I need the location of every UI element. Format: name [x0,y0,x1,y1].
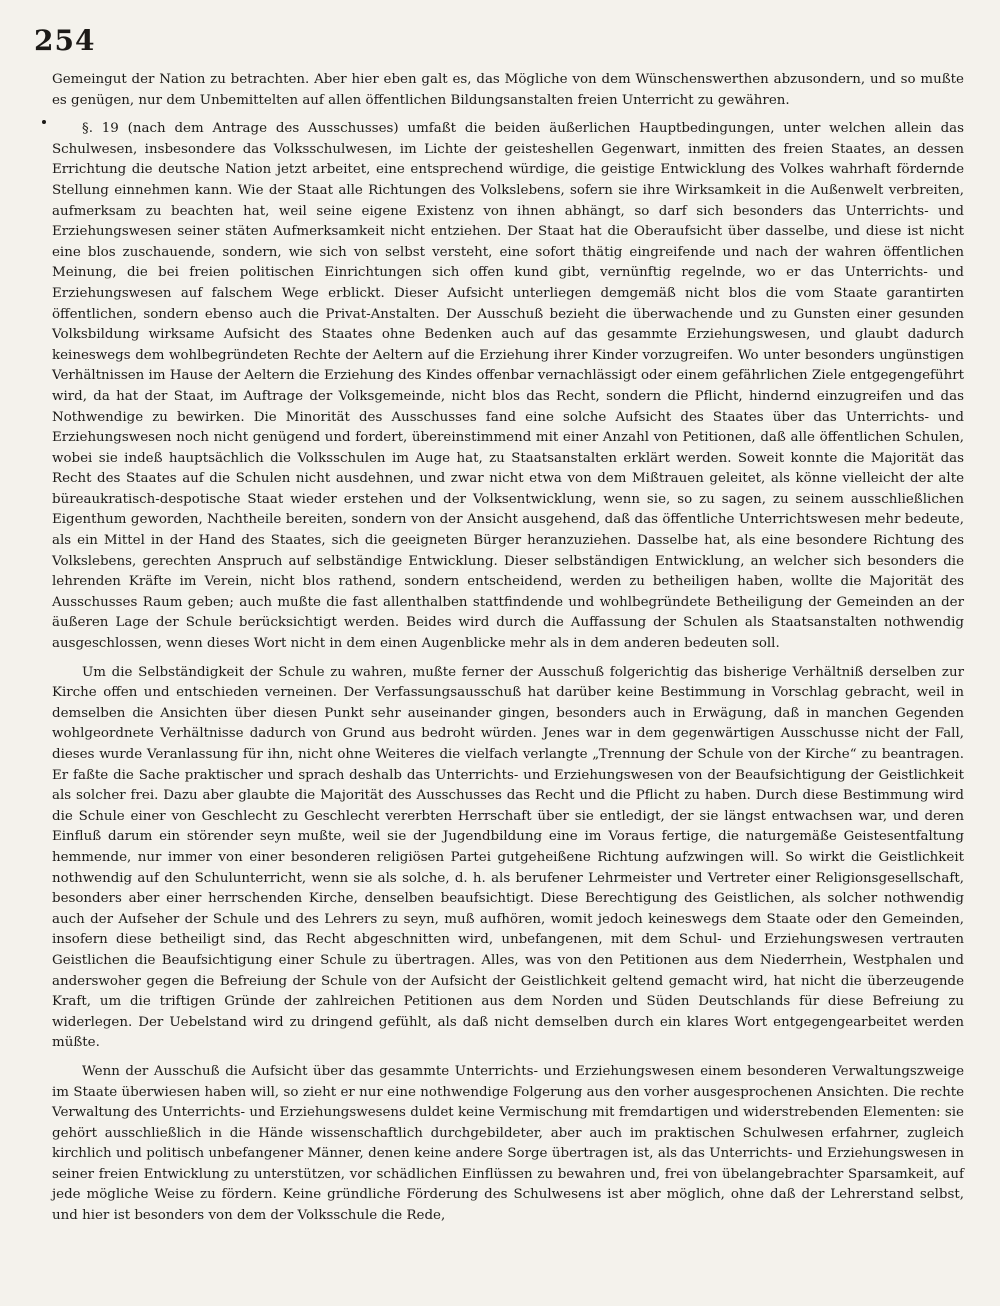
paragraph: Wenn der Ausschuß die Aufsicht über das gesammte Unterrichts- und Erziehungswesen einem besonderen Verwaltungszweige im Staate überwiesen haben will, so zieht er nur eine nothwendige Folgerung aus den vorher ausgesprochenen Ansichten. Die rechte Verwaltung des Unterrichts- und Erziehungswesens duldet keine Vermischung mit fremdartigen und widerstrebenden Elementen: sie gehört ausschließlich in die Hände wissenschaftlich durchgebildeter, aber auch im praktischen Schulwesen erfahrner, zugleich kirchlich und politisch unbefangener Männer, denen keine andere Sorge übertragen ist, als das Unterrichts- und Erziehungswesen in seiner freien Entwicklung zu unterstützen, vor schädlichen Einflüssen zu bewahren und, frei von übelangebrachter Sparsamkeit, auf jede mögliche Weise zu fördern. Keine gründliche Förderung des Schulwesens ist aber möglich, ohne daß der Lehrerstand selbst, und hier ist besonders von dem der Volksschule die Rede, [52,1063,964,1224]
paragraph: Um die Selbständigkeit der Schule zu wahren, mußte ferner der Ausschuß folgerichtig das bisherige Verhältniß derselben zur Kirche offen und entschieden verneinen. Der Verfassungsausschuß hat darüber keine Bestimmung in Vorschlag gebracht, weil in demselben die Ansichten über diesen Punkt sehr auseinander gingen, besonders auch in Erwägung, daß in manchen Gegenden wohlgeordnete Verhältnisse dadurch von Grund aus bedroht würden. Jenes war in dem gegenwärtigen Ausschusse nicht der Fall, dieses wurde Veranlassung für ihn, nicht ohne Weiteres die vielfach verlangte „Trennung der Schule von der Kirche“ zu beantragen. Er faßte die Sache praktischer und sprach deshalb das Unterrichts- und Erziehungswesen von der Beaufsichtigung der Geistlichkeit als solcher frei. Dazu aber glaubte die Majorität des Ausschusses das Recht und die Pflicht zu haben. Durch diese Bestimmung wird die Schule einer von Geschlecht zu Geschlecht vererbten Herrschaft über sie entledigt, der sie längst entwachsen war, und deren Einfluß darum ein störender seyn mußte, weil sie der Jugendbildung eine im Voraus fertige, die naturgemäße Geistesentfaltung hemmende, nur immer von einer besonderen religiösen Partei gutgeheißene Richtung aufzwingen will. So wirkt die Geistlichkeit nothwendig auf den Schulunterricht, wenn sie als solche, d. h. als berufener Lehrmeister und Vertreter einer Religionsgesellschaft, besonders aber einer herrschenden Kirche, denselben beaufsichtigt. Diese Berechtigung des Geistlichen, als solcher nothwendig auch der Aufseher der Schule und des Lehrers zu seyn, muß aufhören, womit jedoch keineswegs dem Staate oder den Gemeinden, insofern diese betheiligt sind, das Recht abgeschnitten wird, unbefangenen, mit dem Schul- und Erziehungswesen vertrauten Geistlichen die Beaufsichtigung einer Schule zu übertragen. Alles, was von den Petitionen aus dem Niederrhein, Westphalen und anderswoher gegen die Befreiung der Schule von der Aufsicht der Geistlichkeit geltend gemacht wird, hat nicht die überzeugende Kraft, um die triftigen Gründe der zahlreichen Petitionen aus dem Norden und Süden Deutschlands für diese Befreiung zu widerlegen. Der Uebelstand wird zu dringend gefühlt, als daß nicht demselben durch ein klares Wort entgegengearbeitet werden müßte. [52,664,964,1051]
page-number: 254 [34,24,96,57]
paragraph: §. 19 (nach dem Antrage des Ausschusses) umfaßt die beiden äußerlichen Hauptbedingungen, unter welchen allein das Schulwesen, insbesondere das Volksschulwesen, im Lichte der geisteshellen Gegenwart, inmitten des freien Staates, an dessen Errichtung die deutsche Nation jetzt arbeitet, eine entsprechend würdige, die geistige Entwicklung des Volkes wahrhaft fördernde Stellung einnehmen kann. Wie der Staat alle Richtungen des Volkslebens, sofern sie ihre Wirksamkeit in die Außenwelt verbreiten, aufmerksam zu beachten hat, weil seine eigene Existenz von ihnen abhängt, so darf sich besonders das Unterrichts- und Erziehungswesen seiner stäten Aufmerksamkeit nicht entziehen. Der Staat hat die Oberaufsicht über dasselbe, und diese ist nicht eine blos zuschauende, sondern, wie sich von selbst versteht, eine sofort thätig eingreifende und nach der wahren öffentlichen Meinung, die bei freien politischen Einrichtungen sich offen kund gibt, vernünftig regelnde, wo er das Unterrichts- und Erziehungswesen auf falschem Wege erblickt. Dieser Aufsicht unterliegen demgemäß nicht blos die vom Staate garantirten öffentlichen, sondern ebenso auch die Privat-Anstalten. Der Ausschuß bezieht die überwachende und zu Gunsten einer gesunden Volksbildung wirksame Aufsicht des Staates ohne Bedenken auch auf das gesammte Erziehungswesen, und glaubt dadurch keineswegs dem wohlbegründeten Rechte der Aeltern auf die Erziehung ihrer Kinder vorzugreifen. Wo unter besonders ungünstigen Verhältnissen im Hause der Aeltern die Erziehung des Kindes offenbar vernachlässigt oder einem gefährlichen Ziele entgegengeführt wird, da hat der Staat, im Auftrage der Volksgemeinde, nicht blos das Recht, sondern die Pflicht, hindernd einzugreifen und das Nothwendige zu bewirken. Die Minorität des Ausschusses fand eine solche Aufsicht des Staates über das Unterrichts- und Erziehungswesen noch nicht genügend und fordert, übereinstimmend mit einer Anzahl von Petitionen, daß alle öffentlichen Schulen, wobei sie indeß hauptsächlich die Volksschulen im Auge hat, zu Staatsanstalten erklärt werden. Soweit konnte die Majorität das Recht des Staates auf die Schulen nicht ausdehnen, und zwar nicht etwa von dem Mißtrauen geleitet, als könne vielleicht der alte büreaukratisch-despotische Staat wieder erstehen und der Volksentwicklung, wenn sie, so zu sagen, zu seinem ausschließlichen Eigenthum geworden, Nachtheile bereiten, sondern von der Ansicht ausgehend, daß das öffentliche Unterrichtswesen mehr bedeute, als ein Mittel in der Hand des Staates, sich die geeigneten Bürger heranzuziehen. Dasselbe hat, als eine besondere Richtung des Volkslebens, gerechten Anspruch auf selbständige Entwicklung. Dieser selbständigen Entwicklung, an welcher sich besonders die lehrenden Kräfte im Verein, nicht blos rathend, sondern entscheidend, werden zu betheiligen haben, wollte die Majorität des Ausschusses Raum geben; auch mußte die fast allenthalben stattfindende und wohlbegründete Betheiligung der Gemeinden an der äußeren Lage der Schule berücksichtigt werden. Beides wird durch die Auffassung der Schulen als Staatsanstalten nothwendig ausgeschlossen, wenn dieses Wort nicht in dem einen Augenblicke mehr als in dem anderen bedeuten soll. [52,121,964,652]
paragraph: Gemeingut der Nation zu betrachten. Aber hier eben galt es, das Mögliche von dem Wünschenswerthen abzusondern, und so mußte es genügen, nur dem Unbemittelten auf allen öffentlichen Bildungsanstalten freien Unterricht zu gewähren. [52,72,964,108]
body-text [52,70,964,1227]
margin-mark [42,120,46,124]
